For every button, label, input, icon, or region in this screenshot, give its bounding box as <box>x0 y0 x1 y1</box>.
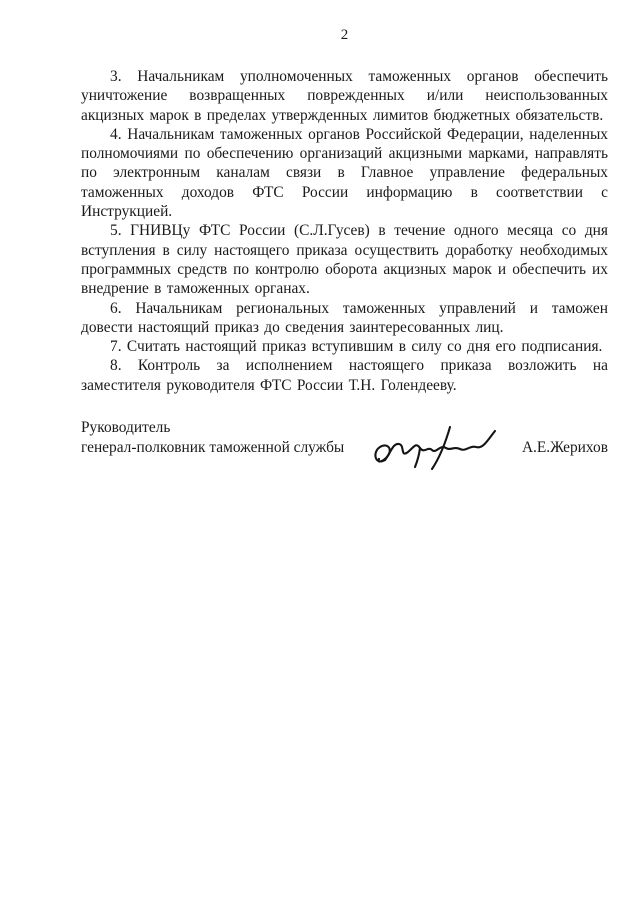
paragraph-4: 4. Начальникам таможенных органов Российской Федерации, наделенных полномочиями по обеспечению организаций акцизными марками, направлять по электронным каналам связи в Главное управление федеральных таможенных доходов ФТС России информацию в соответствии с Инструкцией. <box>81 125 608 221</box>
handwritten-signature <box>371 418 501 472</box>
signer-role <box>81 418 344 457</box>
signature-block <box>81 418 608 482</box>
paragraph-5: 5. ГНИВЦу ФТС России (С.Л.Гусев) в течение одного месяца со дня вступления в силу настоящего приказа осуществить доработку необходимых программных средств по контролю оборота акцизных марок и обеспечить их внедрение в таможенных органах. <box>81 222 608 298</box>
document-content <box>81 26 608 395</box>
signer-role-line1: Руководитель <box>81 419 171 436</box>
page-number: 2 <box>340 27 349 43</box>
signer-role-line2: генерал-полковник таможенной службы <box>81 438 345 456</box>
order-body <box>81 67 608 395</box>
paragraph-8: 8. Контроль за исполнением настоящего приказа возложить на заместителя руководителя ФТС России Т.Н. Голендееву. <box>81 357 608 394</box>
paragraph-6: 6. Начальникам региональных таможенных управлений и таможен довести настоящий приказ до сведения заинтересованных лиц. <box>81 299 608 336</box>
signature-stroke-svg <box>371 418 501 472</box>
paragraph-3: 3. Начальникам уполномоченных таможенных органов обеспечить уничтожение возвращенных поврежденных и/или неиспользованных акцизных марок в пределах утвержденных лимитов бюджетных обязательств. <box>81 68 608 124</box>
signer-name: А.Е.Жерихов <box>521 439 608 456</box>
paragraph-7: 7. Считать настоящий приказ вступившим в силу со дня его подписания. <box>110 338 603 356</box>
